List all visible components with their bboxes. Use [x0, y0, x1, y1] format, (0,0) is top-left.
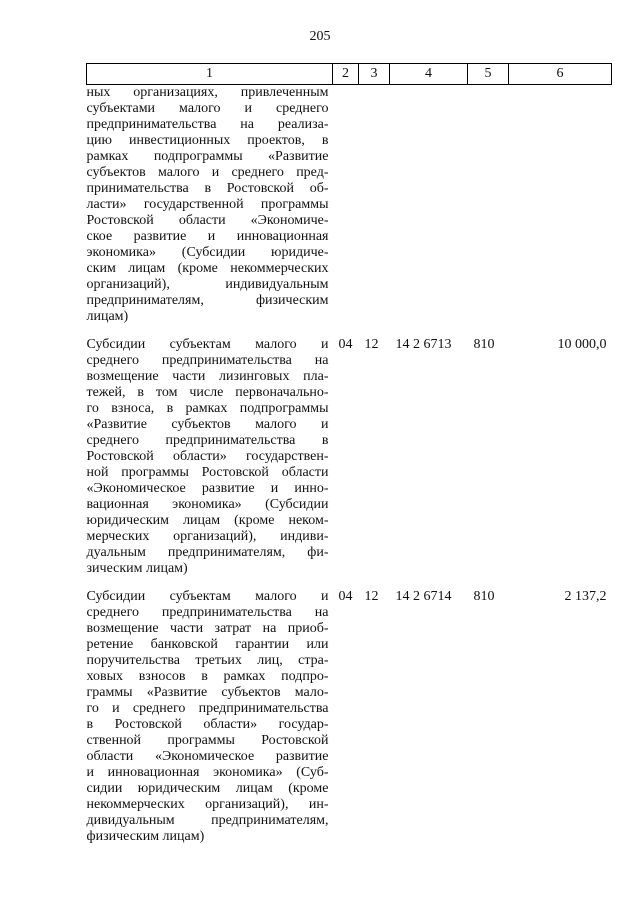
description-line: «Экономическое развитие и инно-	[86, 481, 329, 496]
description-line: принимательства в Ростовской об-	[86, 181, 329, 196]
description-line: предпринимательства на реализа-	[86, 117, 329, 132]
description-line: среднего предпринимательства в	[86, 433, 329, 448]
description-line: юридическим лицам (кроме неком-	[86, 513, 329, 528]
section-code: 04	[338, 337, 353, 352]
description-line: предпринимателям, физическим	[86, 293, 329, 308]
column-header-6: 6	[509, 64, 612, 85]
description-line: ласти» государственной программы	[86, 197, 329, 212]
description-line: ское развитие и инновационная	[86, 229, 329, 244]
expense-type-code: 810	[473, 589, 495, 604]
description-line: дивидуальным предпринимателям,	[86, 813, 329, 828]
description-line: го и среднего предпринимательства	[86, 701, 329, 716]
description-line: субъектов малого и среднего пред-	[86, 165, 329, 180]
amount	[509, 85, 612, 328]
column-header-5: 5	[468, 64, 509, 85]
table-row	[87, 85, 612, 328]
description-line: рамках подпрограммы «Развитие	[86, 149, 329, 164]
row-description	[87, 579, 333, 847]
description-line: Субсидии субъектам малого и	[86, 337, 329, 352]
target-article-code: 14 2 6714	[395, 589, 452, 604]
description-line: экономика» (Субсидии юридиче-	[86, 245, 329, 260]
description-line: ственной программы Ростовской	[86, 733, 329, 748]
description-line: цию инвестиционных проектов, в	[86, 133, 329, 148]
description-line: среднего предпринимательства на	[86, 353, 329, 368]
description-line: зическим лицам)	[86, 561, 188, 576]
description-line: ной программы Ростовской области	[86, 465, 329, 480]
description-line: ретение банковской гарантии или	[86, 637, 329, 652]
description-line: области «Экономическое развитие	[86, 749, 329, 764]
amount: 2 137,2	[564, 589, 607, 604]
expense-type-code	[468, 85, 509, 328]
description-line: мерческих организаций), индиви-	[86, 529, 329, 544]
column-header-4: 4	[390, 64, 468, 85]
section-code	[333, 85, 359, 328]
page-number: 205	[309, 29, 331, 44]
column-header-3: 3	[359, 64, 390, 85]
description-line: «Развитие субъектов малого и	[86, 417, 329, 432]
subsection-code	[359, 85, 390, 328]
description-line: и инновационная экономика» (Суб-	[86, 765, 329, 780]
description-line: возмещение части затрат на приоб-	[86, 621, 329, 636]
description-line: поручительства третьих лиц, стра-	[86, 653, 329, 668]
description-line: дуальным предпринимателям, фи-	[86, 545, 329, 560]
description-line: граммы «Развитие субъектов мало-	[86, 685, 329, 700]
column-header-1: 1	[87, 64, 333, 85]
expense-type-code: 810	[473, 337, 495, 352]
description-line: некоммерческих организаций), ин-	[86, 797, 329, 812]
description-line: в Ростовской области» государ-	[86, 717, 329, 732]
description-line: ским лицам (кроме некоммерческих	[86, 261, 329, 276]
description-line: лицам)	[86, 309, 129, 324]
header-row	[87, 64, 612, 85]
description-line: Ростовской области «Экономиче-	[86, 213, 329, 228]
table-row	[87, 327, 612, 579]
description-line: физическим лицам)	[86, 829, 205, 844]
description-line: сидии юридическим лицам (кроме	[86, 781, 329, 796]
column-header-2: 2	[333, 64, 359, 85]
description-line: Субсидии субъектам малого и	[86, 589, 329, 604]
description-line: ховых взносов в рамках подпро-	[86, 669, 329, 684]
description-line: возмещение части лизинговых пла-	[86, 369, 329, 384]
description-line: организаций), индивидуальным	[86, 277, 329, 292]
subsection-code: 12	[364, 589, 379, 604]
row-description	[87, 327, 333, 579]
table-row	[87, 579, 612, 847]
section-code: 04	[338, 589, 353, 604]
target-article-code: 14 2 6713	[395, 337, 452, 352]
target-article-code	[390, 85, 468, 328]
description-line: среднего предпринимательства на	[86, 605, 329, 620]
row-description	[87, 85, 333, 328]
description-line: вационная экономика» (Субсидии	[86, 497, 329, 512]
description-line: субъектами малого и среднего	[86, 101, 329, 116]
description-line: го взноса, в рамках подпрограммы	[86, 401, 329, 416]
budget-table	[86, 63, 612, 847]
amount: 10 000,0	[557, 337, 607, 352]
description-line: тежей, в том числе первоначально-	[86, 385, 329, 400]
subsection-code: 12	[364, 337, 379, 352]
description-line: Ростовской области» государствен-	[86, 449, 329, 464]
description-line: ных организациях, привлеченным	[86, 85, 329, 100]
